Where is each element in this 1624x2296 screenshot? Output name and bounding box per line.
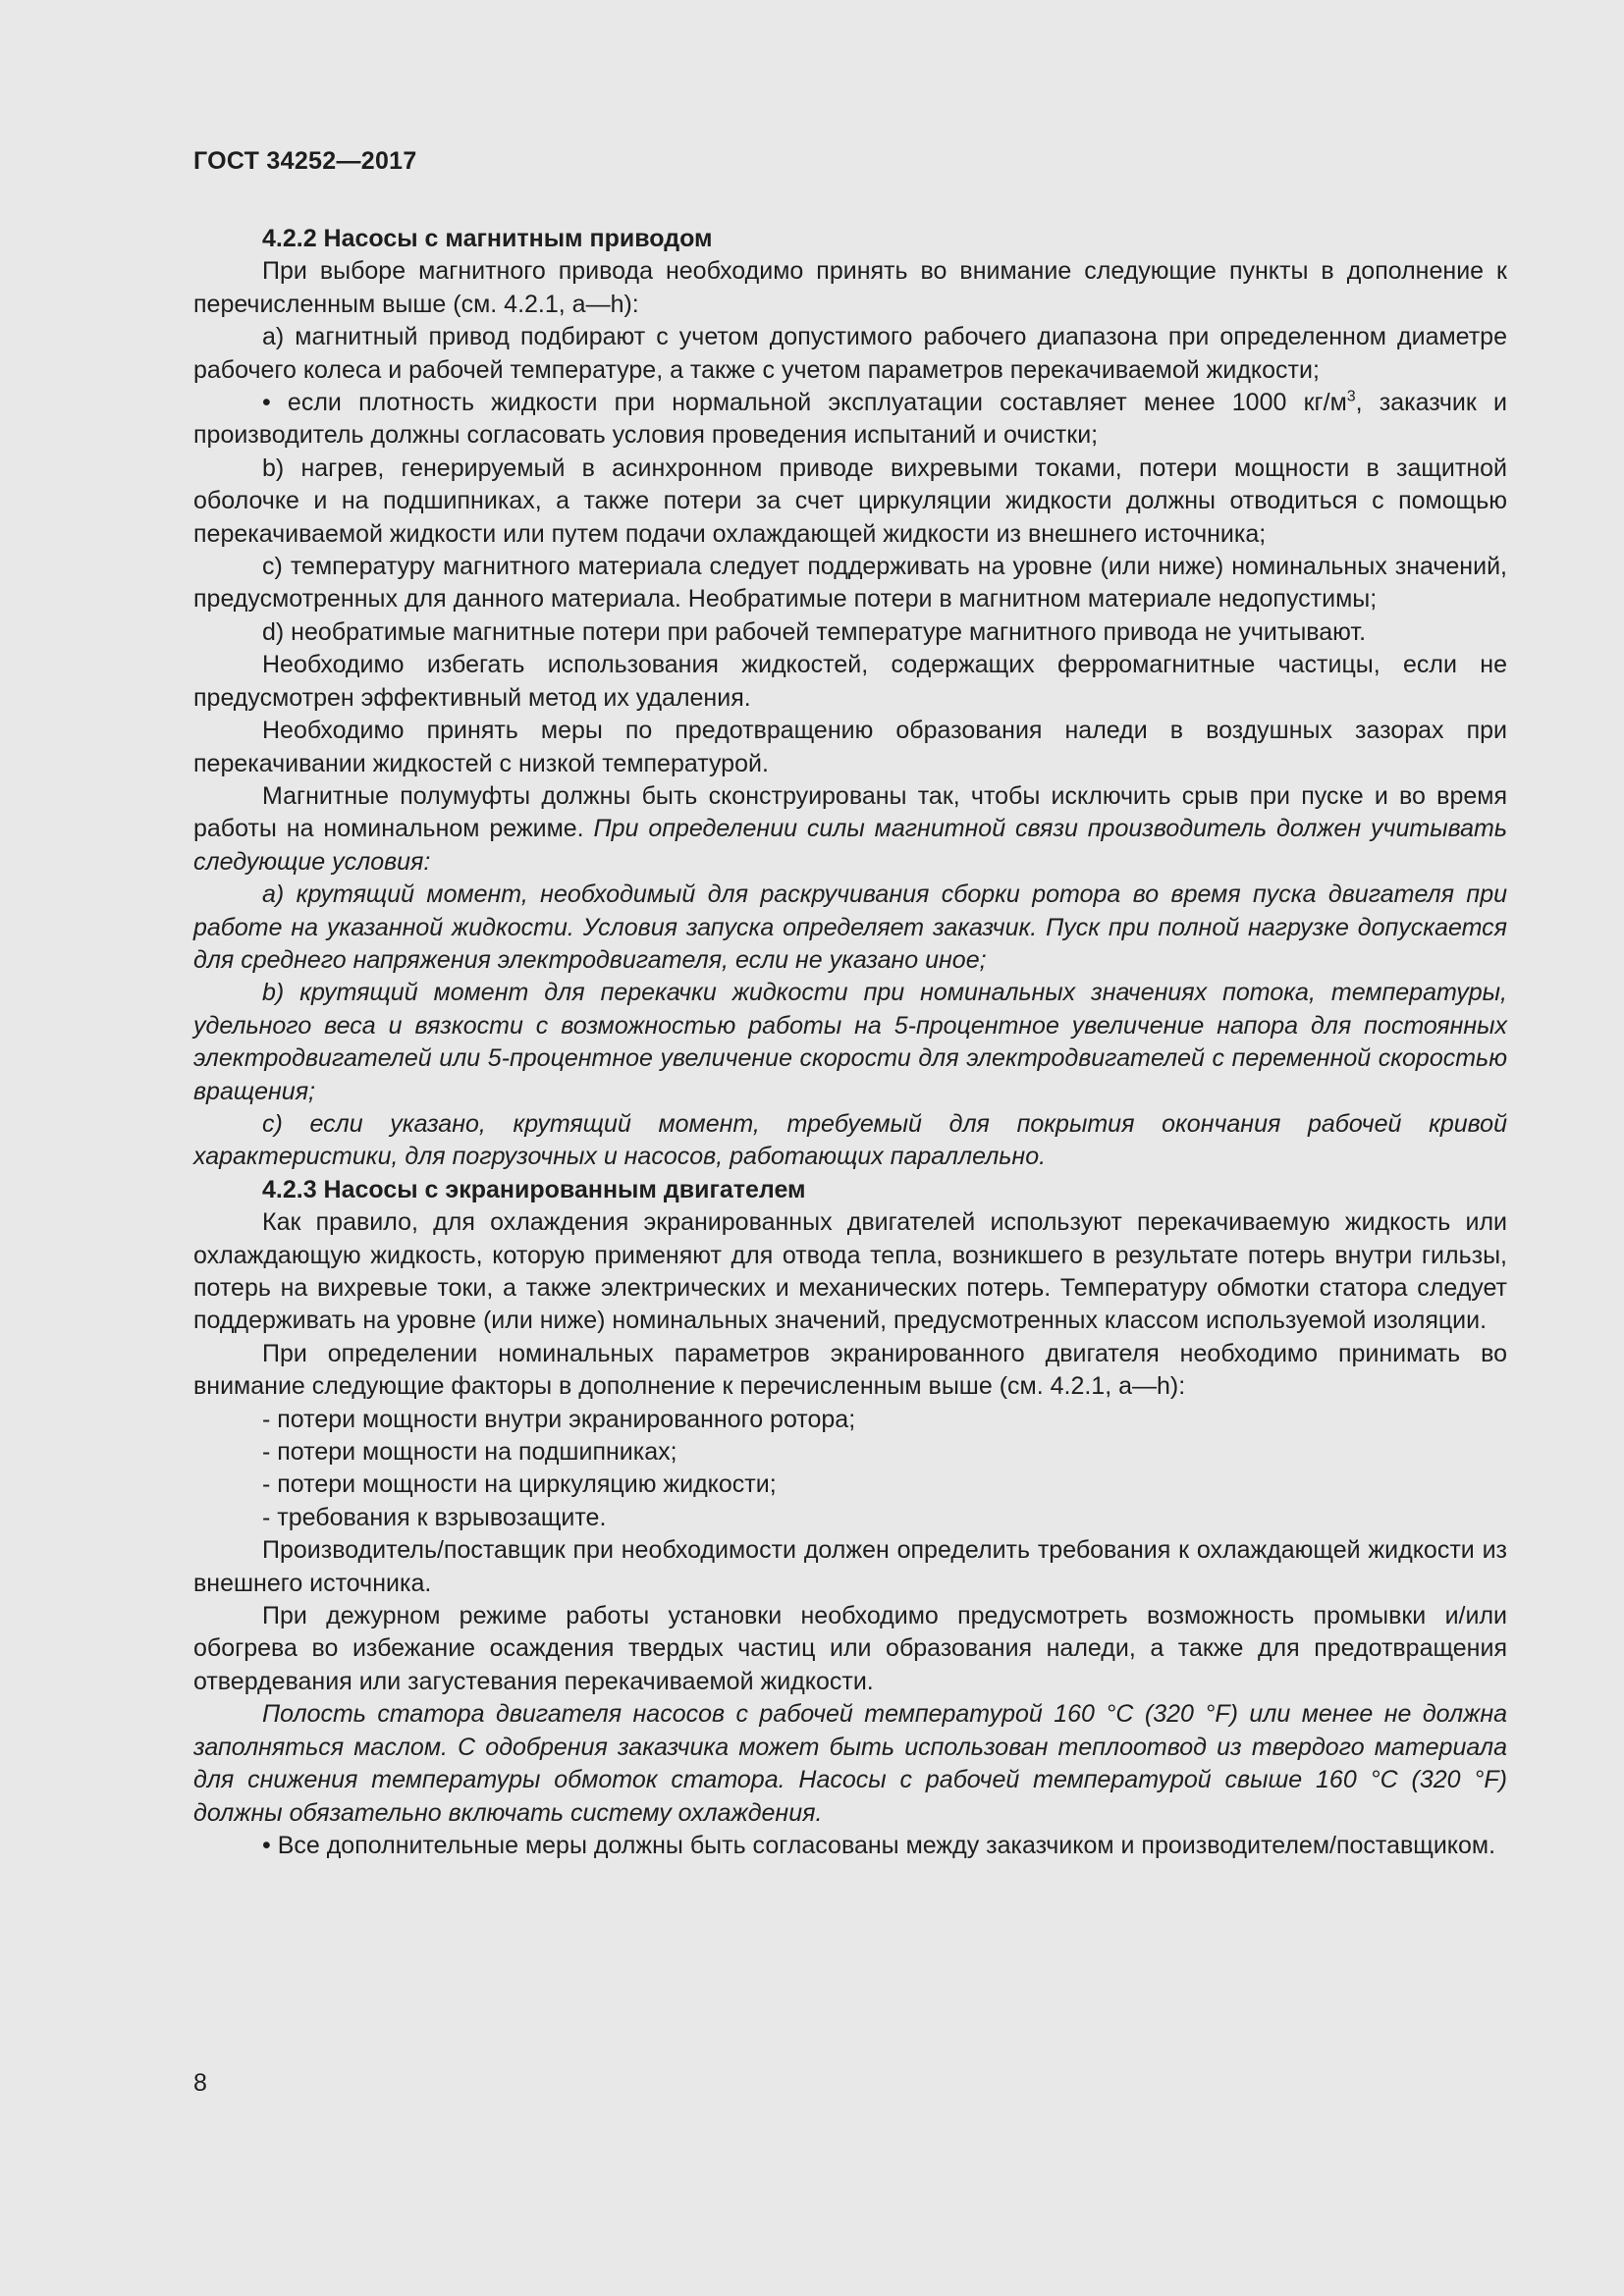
page-content [193,223,1507,1862]
superscript-exponent: 3 [1346,388,1356,405]
section-heading-4-2-3: 4.2.3 Насосы с экранированным двигателем [262,1175,806,1203]
paragraph-ferromagnetic: Необходимо избегать использования жидкостей, содержащих ферромагнитные частицы, если не предусмотрен эффективный метод их удаления. [193,651,1507,712]
bullet-agreement: • Все дополнительные меры должны быть согласованы между заказчиком и производителем/поставщиком. [262,1831,1496,1859]
coupling-text-italic: При определении силы магнитной связи производитель должен учитывать следующие условия: [193,815,1507,876]
factor-item: - потери мощности внутри экранированного ротора; [262,1405,856,1433]
paragraph-stator-cavity: Полость статора двигателя насосов с рабочей температурой 160 °С (320 °F) или менее не должна заполняться маслом. С одобрения заказчика может быть использован теплоотвод из твердого материала для снижения температуры обмоток статора. Насосы с рабочей температурой свыше 160 °С (320 °F) должны обязательно включать систему охлаждения. [193,1700,1507,1827]
list-item-b: b) нагрев, генерируемый в асинхронном приводе вихревыми токами, потери мощности в защитной оболочке и на подшипниках, а также потери за счет циркуляции жидкости должны отводиться с помощью перекачиваемой жидкости или путем подачи охлаждающей жидкости из внешнего источника; [193,454,1507,548]
list-item-a: а) магнитный привод подбирают с учетом допустимого рабочего диапазона при определенном диаметре рабочего колеса и рабочей температуре, а также с учетом параметров перекачиваемой жидкости; [193,323,1507,384]
factor-item: - потери мощности на циркуляцию жидкости; [262,1470,777,1499]
paragraph-magnetic-intro: При выборе магнитного привода необходимо принять во внимание следующие пункты в дополнение к перечисленным выше (см. 4.2.1, а—h): [193,257,1507,318]
factor-item: - потери мощности на подшипниках; [262,1438,677,1467]
paragraph-magnetic-coupling [193,780,1507,879]
section-heading-4-2-2: 4.2.2 Насосы с магнитным приводом [262,225,713,252]
condition-item-b: b) крутящий момент для перекачки жидкости при номинальных значениях потока, температуры, удельного веса и вязкости с возможностью работы на 5-процентное увеличение напора для постоянных электродвигателей или 5-процентное увеличение скорости для электродвигателей с переменной скоростью вращения; [193,979,1507,1105]
bullet-density-text: • если плотность жидкости при нормальной эксплуатации составляет менее 1000 кг/м [262,389,1347,417]
paragraph-rating-factors: При определении номинальных параметров экранированного двигателя необходимо принимать во внимание следующие факторы в дополнение к перечисленным выше (см. 4.2.1, а—h): [193,1339,1507,1401]
bullet-density [193,387,1507,453]
list-item-c: с) температуру магнитного материала следует поддерживать на уровне (или ниже) номинальных значений, предусмотренных для данного материала. Необратимые потери в магнитном материале недопустимы; [193,553,1507,614]
paragraph-standby-mode: При дежурном режиме работы установки необходимо предусмотреть возможность промывки и/или обогрева во избежание осаждения твердых частиц или образования наледи, а также для предотвращения отвердевания или загустевания перекачиваемой жидкости. [193,1602,1507,1695]
paragraph-supplier-coolant: Производитель/поставщик при необходимости должен определить требования к охлаждающей жидкости из внешнего источника. [193,1536,1507,1597]
document-code-header: ГОСТ 34252—2017 [193,147,417,175]
condition-item-c: с) если указано, крутящий момент, требуемый для покрытия окончания рабочей кривой характеристики, для погрузочных и насосов, работающих параллельно. [193,1109,1507,1171]
factor-item: - требования к взрывозащите. [262,1503,607,1531]
paragraph-canned-cooling: Как правило, для охлаждения экранированных двигателей используют перекачиваемую жидкость или охлаждающую жидкость, которую применяют для отвода тепла, возникшего в результате потерь внутри гильзы, потерь на вихревые токи, а также электрических и механических потерь. Температуру обмотки статора следует поддерживать на уровне (или ниже) номинальных значений, предусмотренных классом используемой изоляции. [193,1208,1507,1335]
paragraph-ice-prevention: Необходимо принять меры по предотвращению образования наледи в воздушных зазорах при перекачивании жидкостей с низкой температурой. [193,717,1507,777]
coupling-text: Магнитные полумуфты должны быть сконструированы так, чтобы исключить срыв при пуске и во время работы на номинальном режиме. [193,781,1507,843]
condition-item-a: а) крутящий момент, необходимый для раскручивания сборки ротора во время пуска двигателя при работе на указанной жидкости. Условия запуска определяет заказчик. Пуск при полной нагрузке допускается для среднего напряжения электродвигателя, если не указано иное; [193,881,1507,974]
bullet-density-text-end: , заказчик и производитель должны согласовать условия проведения испытаний и очистки; [193,389,1507,450]
page-number: 8 [193,2069,207,2097]
list-item-d: d) необратимые магнитные потери при рабочей температуре магнитного привода не учитывают. [262,617,1367,646]
